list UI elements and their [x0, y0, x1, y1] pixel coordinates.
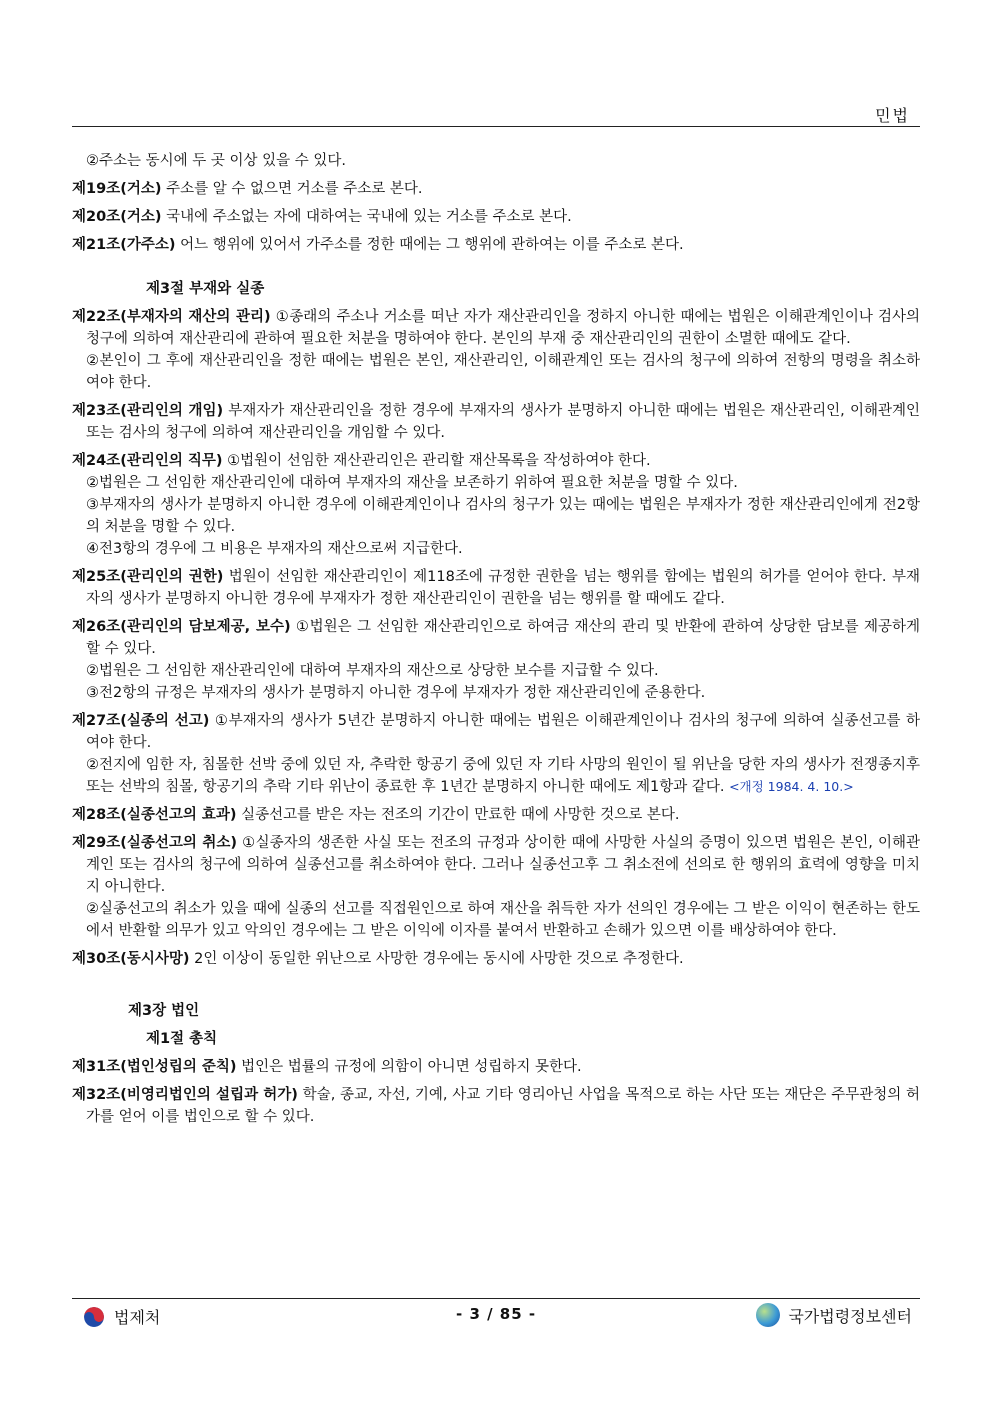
- section-title: 제1절 총칙: [146, 1031, 218, 1047]
- globe-logo-icon: [756, 1303, 780, 1327]
- article-heading: 제24조(관리인의 직무): [72, 453, 223, 469]
- clause-text: ②실종선고의 취소가 있을 때에 실종의 선고를 직접원인으로 하여 재산을 취득한 자가 선의인 경우에는 그 받은 이익이 현존하는 한도에서 반환할 의무가 있고 악의인 경우에는 그 받은 이익에 이자를 붙여서 반환하고 손해가 있으면 이를 배상하여야 한다.: [86, 901, 920, 939]
- article-heading: 제32조(비영리법인의 설립과 허가): [72, 1087, 298, 1103]
- footer-org-label: 법제처: [114, 1308, 161, 1327]
- clause-text: ③전2항의 규정은 부재자의 생사가 분명하지 아니한 경우에 부재자가 정한 재산관리인에 준용한다.: [86, 685, 706, 701]
- article-text: 부재자가 재산관리인을 정한 경우에 부재자의 생사가 분명하지 아니한 때에는 법원은 재산관리인, 이해관계인 또는 검사의 청구에 의하여 재산관리인을 개임할 수 있다.: [86, 403, 920, 441]
- article-text: 2인 이상이 동일한 위난으로 사망한 경우에는 동시에 사망한 것으로 추정한다.: [189, 951, 684, 967]
- article-paragraph: [72, 206, 920, 228]
- article-paragraph: [72, 710, 920, 754]
- article-paragraph: [72, 566, 920, 610]
- clause-text: ④전3항의 경우에 그 비용은 부재자의 재산으로써 지급한다.: [86, 541, 463, 557]
- article-heading: 제20조(거소): [72, 209, 162, 225]
- article-paragraph: [72, 178, 920, 200]
- article-paragraph: [72, 948, 920, 970]
- chapter-title: 제3장 법인: [128, 1003, 200, 1019]
- article-heading: 제31조(법인성립의 준칙): [72, 1059, 237, 1075]
- article-paragraph: [72, 450, 920, 472]
- article-heading: 제19조(거소): [72, 181, 162, 197]
- header-divider: [72, 126, 920, 127]
- article-paragraph: [72, 306, 920, 350]
- article-text: ①종래의 주소나 거소를 떠난 자가 재산관리인을 정하지 아니한 때에는 법원은 이해관계인이나 검사의 청구에 의하여 재산관리에 관하여 필요한 처분을 명하여야 한다. 본인의 부재 중 재산관리인의 권한이 소멸한 때에도 같다.: [86, 309, 921, 347]
- article-heading: 제28조(실종선고의 효과): [72, 807, 237, 823]
- article-paragraph: [72, 616, 920, 660]
- sub-clause: [72, 150, 920, 172]
- sub-clause: [72, 538, 920, 560]
- page-header-title: 민법: [875, 106, 910, 125]
- article-text: 실종선고를 받은 자는 전조의 기간이 만료한 때에 사망한 것으로 본다.: [236, 807, 680, 823]
- article-text: ①법원이 선임한 재산관리인은 관리할 재산목록을 작성하여야 한다.: [222, 453, 651, 469]
- law-text-body: [72, 150, 920, 1128]
- article-paragraph: [72, 400, 920, 444]
- sub-clause: [72, 754, 920, 798]
- article-paragraph: [72, 1084, 920, 1128]
- article-paragraph: [72, 804, 920, 826]
- article-text: 국내에 주소없는 자에 대하여는 국내에 있는 거소를 주소로 본다.: [161, 209, 572, 225]
- article-text: 학술, 종교, 자선, 기예, 사교 기타 영리아닌 사업을 목적으로 하는 사단 또는 재단은 주무관청의 허가를 얻어 이를 법인으로 할 수 있다.: [86, 1087, 920, 1125]
- taegeuk-logo-icon: [84, 1307, 104, 1327]
- article-text: 법원이 선임한 재산관리인이 제118조에 규정한 권한을 넘는 행위를 함에는 법원의 허가를 얻어야 한다. 부재자의 생사가 분명하지 아니한 경우에 부재자가 정한 재산관리인이 권한을 넘는 행위를 할 때에도 같다.: [86, 569, 920, 607]
- clause-text: ②법원은 그 선임한 재산관리인에 대하여 부재자의 재산으로 상당한 보수를 지급할 수 있다.: [86, 663, 659, 679]
- sub-clause: [72, 682, 920, 704]
- article-heading: 제23조(관리인의 개임): [72, 403, 224, 419]
- article-heading: 제25조(관리인의 권한): [72, 569, 224, 585]
- article-text: 법인은 법률의 규정에 의함이 아니면 성립하지 못한다.: [236, 1059, 582, 1075]
- article-text: ①실종자의 생존한 사실 또는 전조의 규정과 상이한 때에 사망한 사실의 증명이 있으면 법원은 본인, 이해관계인 또는 검사의 청구에 의하여 실종선고를 취소하여야 한다. 그러나 실종선고후 그 취소전에 선의로 한 행위의 효력에 영향을 미치지 아니한다.: [86, 835, 920, 895]
- sub-clause: [72, 660, 920, 682]
- article-heading: 제29조(실종선고의 취소): [72, 835, 238, 851]
- article-text: 주소를 알 수 없으면 거소를 주소로 본다.: [161, 181, 423, 197]
- amendment-note: <개정 1984. 4. 10.>: [729, 779, 854, 794]
- clause-text: ③부재자의 생사가 분명하지 아니한 경우에 이해관계인이나 검사의 청구가 있는 때에는 법원은 부재자가 정한 재산관리인에게 전2항의 처분을 명할 수 있다.: [86, 497, 920, 535]
- article-paragraph: [72, 234, 920, 256]
- footer-divider: [72, 1298, 920, 1299]
- article-paragraph: [72, 1056, 920, 1078]
- clause-text: ②주소는 동시에 두 곳 이상 있을 수 있다.: [86, 153, 346, 169]
- sub-clause: [72, 494, 920, 538]
- article-text: 어느 행위에 있어서 가주소를 정한 때에는 그 행위에 관하여는 이를 주소로 본다.: [175, 237, 684, 253]
- section-title: 제3절 부재와 실종: [146, 281, 265, 297]
- sub-clause: [72, 472, 920, 494]
- article-heading: 제21조(가주소): [72, 237, 176, 253]
- footer-left: [84, 1305, 160, 1328]
- page-number: - 3 / 85 -: [456, 1305, 537, 1323]
- footer-center-label: 국가법령정보센터: [788, 1306, 912, 1326]
- article-text: ①부재자의 생사가 5년간 분명하지 아니한 때에는 법원은 이해관계인이나 검사의 청구에 의하여 실종선고를 하여야 한다.: [86, 713, 921, 751]
- article-text: ①법원은 그 선임한 재산관리인으로 하여금 재산의 관리 및 반환에 관하여 상당한 담보를 제공하게 할 수 있다.: [86, 619, 921, 657]
- article-heading: 제30조(동시사망): [72, 951, 190, 967]
- clause-text: ②전지에 임한 자, 침몰한 선박 중에 있던 자, 추락한 항공기 중에 있던 자 기타 사망의 원인이 될 위난을 당한 자의 생사가 전쟁종지후 또는 선박의 침몰, 항공기의 추락 기타 위난이 종료한 후 1년간 분명하지 아니한 때에도 제1항과 같다.: [86, 757, 920, 795]
- clause-text: ②본인이 그 후에 재산관리인을 정한 때에는 법원은 본인, 재산관리인, 이해관계인 또는 검사의 청구에 의하여 전항의 명령을 취소하여야 한다.: [86, 353, 920, 391]
- clause-text: ②법원은 그 선임한 재산관리인에 대하여 부재자의 재산을 보존하기 위하여 필요한 처분을 명할 수 있다.: [86, 475, 738, 491]
- sub-clause: [72, 350, 920, 394]
- article-paragraph: [72, 832, 920, 898]
- sub-clause: [72, 898, 920, 942]
- article-heading: 제27조(실종의 선고): [72, 713, 210, 729]
- article-heading: 제22조(부재자의 재산의 관리): [72, 309, 271, 325]
- article-heading: 제26조(관리인의 담보제공, 보수): [72, 619, 291, 635]
- footer-right: [756, 1303, 912, 1327]
